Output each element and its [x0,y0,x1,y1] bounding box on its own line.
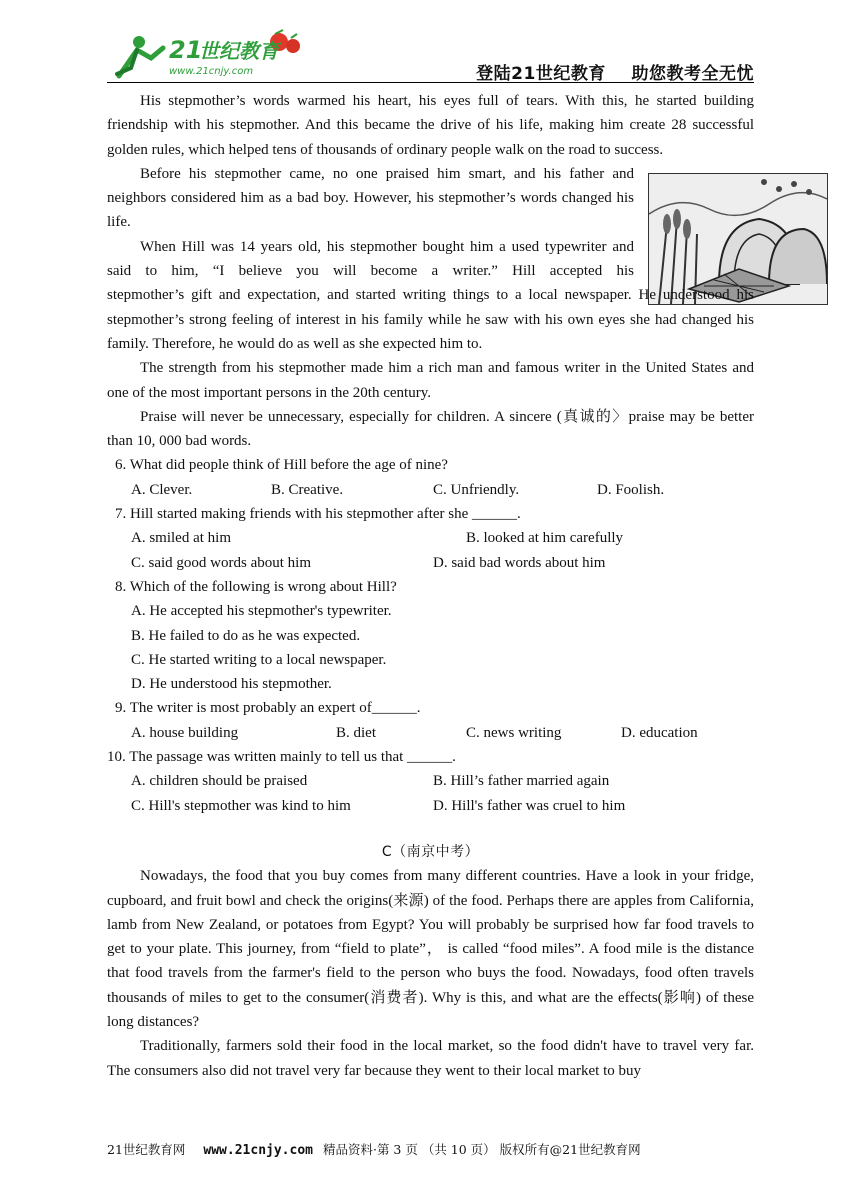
question-stem: 8. Which of the following is wrong about Hill? [115,578,397,595]
passage-paragraph: Praise will never be unnecessary, especially for children. A sincere (真诚的〉praise may be better than 10, 000 bad words. [107,408,754,450]
question-stem: 6. What did people think of Hill before the age of nine? [115,457,448,474]
footer-site: www.21cnjy.com [203,1143,313,1158]
passage-paragraph: The strength from his stepmother made him a rich man and famous writer in the United States and one of the most important persons in the 20th century. [107,360,754,401]
option: A. He accepted his stepmother's typewriter. [131,603,392,620]
svg-text:www.21cnjy.com: www.21cnjy.com [169,66,254,77]
question-stem: 7. Hill started making friends with his stepmother after she ______. [115,506,521,523]
svg-text:世纪教育: 世纪教育 [199,39,279,63]
section-title: C（南京中考） [381,843,480,860]
passage-paragraph: Nowadays, the food that you buy comes from many different countries. Have a look in your fridge, cupboard, and fruit bowl and check the origins(来源) of the food. Perhaps there are apples from California, lamb from New Zealand, or potatoes from Egypt? You will probably be surprised how far food travels to get to your plate. This journey, from “field to plate”， is called “food miles”. A food mile is the distance that food travels from the farmer's field to the person who buys the food. Nowadays, food often travels thousands of miles to get to the consumer(消费者). Why is this, and what are the effects(影响) of these long distances? [107,868,754,1030]
option: C. news writing [466,724,562,741]
passage-paragraph: Traditionally, farmers sold their food in the local market, so the food didn't have to travel very far. The consumers also did not travel very far because they went to their local market to buy [107,1038,754,1079]
footer-right: 精品资料·第 3 页 （共 10 页） 版权所有@21世纪教育网 [322,1142,641,1157]
option: D. Hill's father was cruel to him [433,797,626,814]
option: C. Unfriendly. [433,481,520,498]
question-options [107,721,754,745]
option: C. Hill's stepmother was kind to him [131,797,351,814]
option: D. education [621,724,698,741]
site-logo [107,28,307,82]
passage-paragraph: stepmother’s gift and expectation, and started writing things to a local newspaper. He understood his stepmother’s strong feeling of interest in his family while he saw with his own eyes she had changed his family. Therefore, he would do as well as she expected him to. [107,287,754,352]
option: B. He failed to do as he was expected. [131,627,361,644]
option: B. looked at him carefully [466,530,624,547]
option: A. Clever. [131,481,193,498]
option: B. Hill’s father married again [433,773,610,790]
option: D. He understood his stepmother. [131,676,332,693]
option: A. smiled at him [131,530,231,547]
option: D. Foolish. [597,481,665,498]
svg-text:21: 21 [169,36,203,64]
question-stem: 10. The passage was written mainly to tell us that ______. [107,749,456,766]
page-content [107,89,754,1083]
passage-paragraph: His stepmother’s words warmed his heart, his eyes full of tears. With this, he started building friendship with his stepmother. And this became the drive of his life, making him create 28 successful golden rules, which helped tens of thousands of ordinary people walk on the road to success. [107,93,754,158]
passage-paragraph: When Hill was 14 years old, his stepmother bought him a used typewriter and said to him, “I believe you will become a writer.” Hill accepted his [107,238,634,280]
page-header [107,28,754,82]
option: A. house building [131,724,239,741]
option: C. said good words about him [131,554,311,571]
question-stem: 9. The writer is most probably an expert of______. [115,700,421,717]
question-options [107,551,754,575]
question-options [107,526,754,550]
page-footer [107,1140,754,1158]
header-divider [107,82,754,83]
option: A. children should be praised [131,773,308,790]
question-options [107,794,754,818]
question-options [107,478,754,502]
option: B. Creative. [271,481,344,498]
header-slogan: 登陆21世纪教育 助您教考全无忧 [476,64,754,84]
option: B. diet [336,724,376,741]
footer-left: 21世纪教育网 [107,1142,186,1157]
option: C. He started writing to a local newspaper. [131,651,387,668]
option: D. said bad words about him [433,554,606,571]
passage-paragraph: Before his stepmother came, no one praised him smart, and his father and neighbors considered him as a bad boy. However, his stepmother’s words changed his life. [107,165,634,231]
question-options [107,769,754,793]
